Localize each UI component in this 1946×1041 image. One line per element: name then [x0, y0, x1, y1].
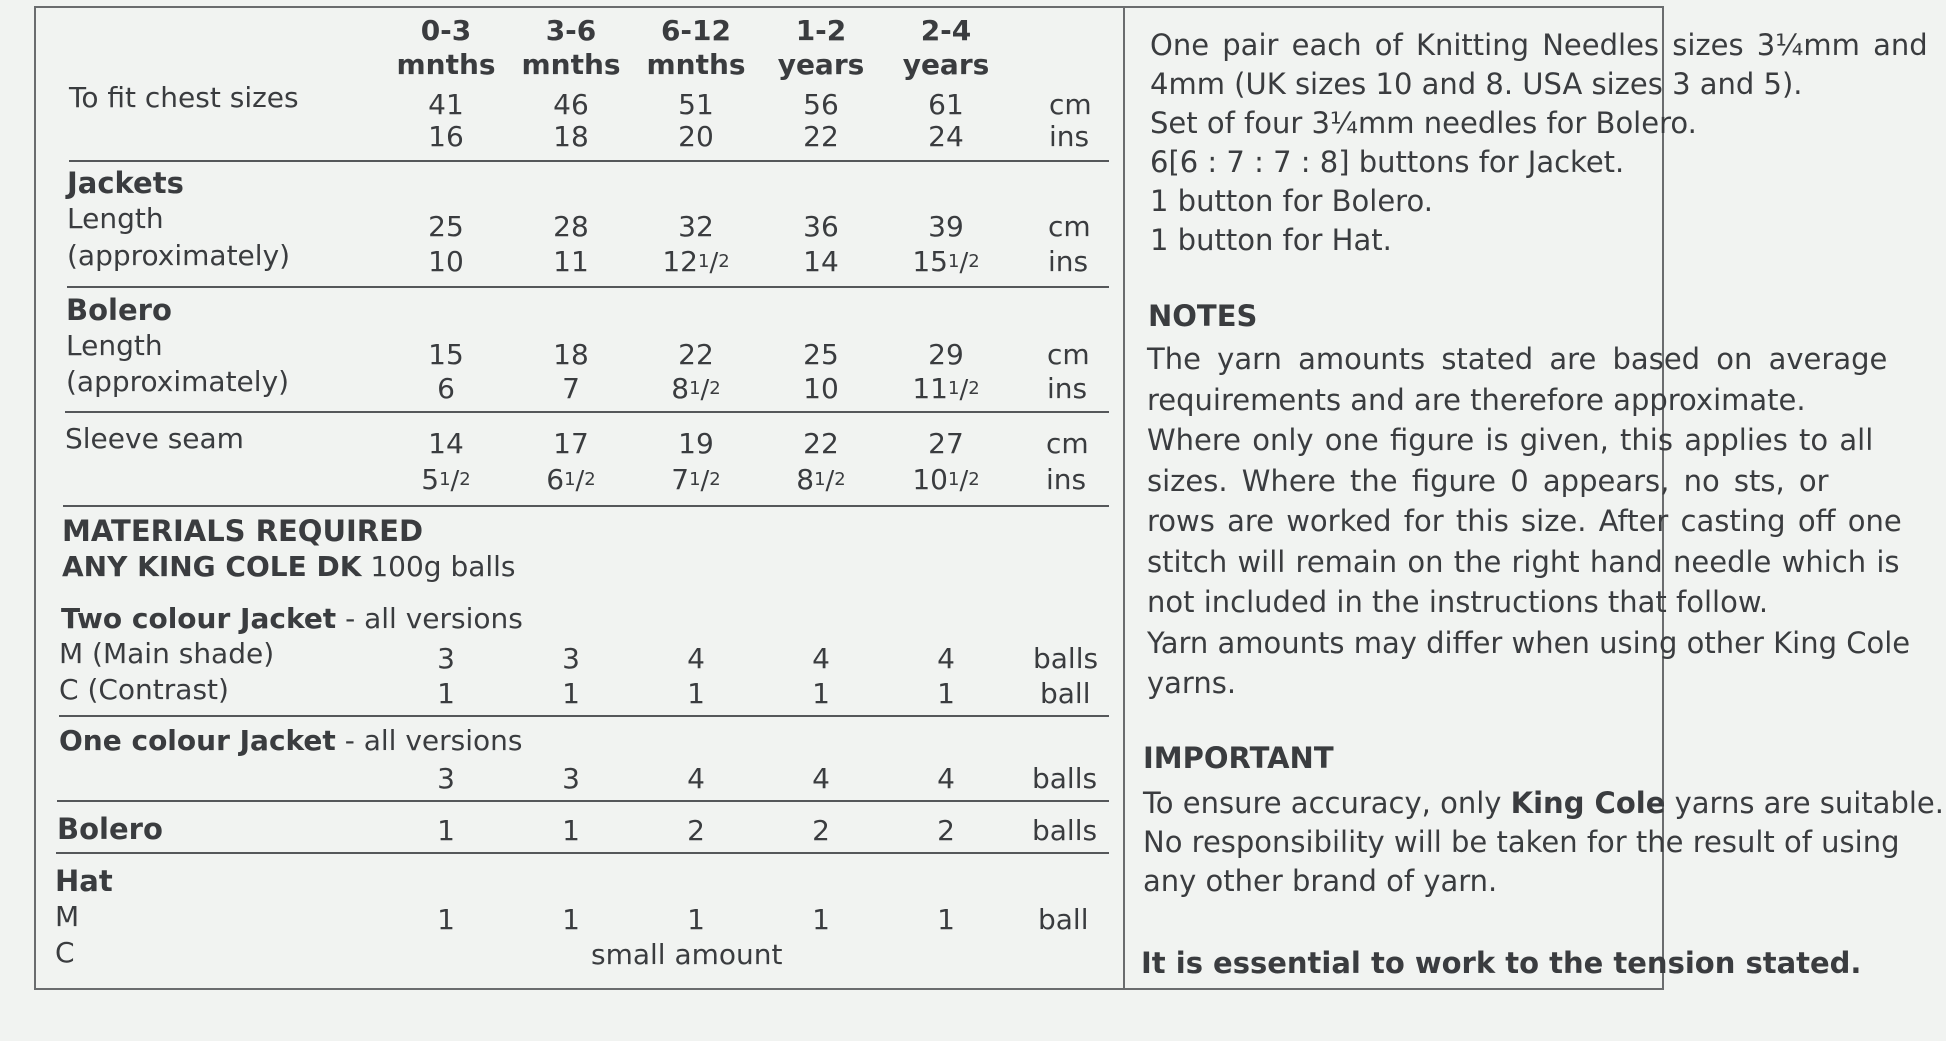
one-colour-value: 3 — [562, 762, 580, 795]
jackets-ins-value: 151/2 — [912, 245, 980, 278]
bolero-label-1: Length — [66, 329, 163, 362]
one-colour-heading: One colour Jacket - all versions — [59, 724, 523, 757]
size-header-top: 3-6 — [545, 14, 597, 47]
two-colour-c-unit: ball — [1040, 677, 1091, 710]
hat-m-value: 1 — [937, 903, 955, 936]
important-line-2: No responsibility will be taken for the result of using — [1143, 825, 1900, 859]
important-heading: IMPORTANT — [1143, 741, 1334, 775]
chest-cm-value: 51 — [678, 88, 714, 121]
jackets-heading: Jackets — [67, 166, 184, 200]
two-colour-m-value: 3 — [562, 642, 580, 675]
hat-m-value: 1 — [562, 903, 580, 936]
bolero-ins-value: 7 — [562, 372, 580, 405]
sleeve-ins-unit: ins — [1046, 463, 1087, 496]
sleeve-cm-unit: cm — [1046, 427, 1089, 460]
jackets-ins-value: 11 — [553, 245, 589, 278]
sleeve-ins-value: 71/2 — [671, 463, 721, 496]
notes-heading: NOTES — [1148, 299, 1258, 333]
rule-after-one-colour — [57, 800, 1109, 802]
bolero-heading: Bolero — [66, 293, 172, 327]
important-line-3: any other brand of yarn. — [1143, 864, 1498, 898]
essential-note: It is essential to work to the tension stated. — [1141, 946, 1862, 980]
size-header-bottom: mnths — [396, 48, 496, 81]
bolero-yarn-value: 2 — [812, 814, 830, 847]
hat-m-value: 1 — [437, 903, 455, 936]
rule-after-bolero-yarn — [56, 852, 1109, 854]
jackets-label-1: Length — [67, 202, 164, 235]
sleeve-cm-value: 17 — [553, 427, 589, 460]
two-colour-m-unit: balls — [1033, 642, 1099, 675]
needles-line: 1 button for Hat. — [1150, 223, 1392, 257]
one-colour-value: 3 — [437, 762, 455, 795]
notes-line: The yarn amounts stated are based on average — [1147, 342, 1888, 376]
jackets-ins-value: 10 — [428, 245, 464, 278]
size-header-top: 0-3 — [420, 14, 472, 47]
bolero-yarn-unit: balls — [1032, 814, 1098, 847]
notes-line: stitch will remain on the right hand needle which is — [1147, 544, 1900, 579]
size-header-bottom: mnths — [521, 48, 621, 81]
hat-heading: Hat — [55, 864, 113, 898]
hat-m-unit: ball — [1038, 903, 1089, 936]
two-colour-m-value: 3 — [437, 642, 455, 675]
two-colour-heading: Two colour Jacket - all versions — [61, 602, 523, 635]
chest-ins-value: 20 — [678, 120, 714, 153]
chest-cm-value: 41 — [428, 88, 464, 121]
size-header-top: 1-2 — [795, 14, 847, 47]
materials-heading: MATERIALS REQUIRED — [62, 514, 424, 548]
bolero-cm-value: 18 — [553, 338, 589, 371]
one-colour-value: 4 — [687, 762, 705, 795]
two-colour-c-label: C (Contrast) — [59, 673, 229, 706]
sleeve-ins-value: 51/2 — [421, 463, 471, 496]
bolero-cm-value: 29 — [928, 338, 964, 371]
notes-line: sizes. Where the figure 0 appears, no sts, or — [1147, 463, 1829, 498]
one-colour-value: 4 — [812, 762, 830, 795]
notes-line: Where only one figure is given, this applies to all — [1147, 423, 1874, 457]
jackets-ins-unit: ins — [1048, 245, 1089, 278]
hat-m-value: 1 — [812, 903, 830, 936]
jackets-cm-value: 39 — [928, 210, 964, 243]
column-divider — [1123, 8, 1125, 990]
bolero-yarn-value: 1 — [562, 814, 580, 847]
one-colour-value: 4 — [937, 762, 955, 795]
chest-label: To fit chest sizes — [69, 81, 299, 114]
chest-cm-unit: cm — [1049, 88, 1092, 121]
two-colour-m-value: 4 — [687, 642, 705, 675]
two-colour-m-value: 4 — [937, 642, 955, 675]
chest-ins-value: 18 — [553, 120, 589, 153]
bolero-cm-value: 25 — [803, 338, 839, 371]
two-colour-c-value: 1 — [437, 677, 455, 710]
size-header-top: 6-12 — [660, 14, 732, 47]
rule-after-two-colour — [59, 715, 1109, 717]
sleeve-ins-value: 101/2 — [912, 463, 980, 496]
jackets-ins-value: 121/2 — [662, 245, 730, 278]
size-header-bottom: years — [777, 48, 865, 81]
rule-after-chest — [69, 160, 1109, 162]
size-header-bottom: mnths — [646, 48, 746, 81]
jackets-ins-value: 14 — [803, 245, 839, 278]
notes-line: yarns. — [1147, 666, 1237, 700]
bolero-ins-unit: ins — [1047, 372, 1088, 405]
rule-after-jackets — [67, 286, 1109, 288]
notes-line: not included in the instructions that follow. — [1147, 585, 1769, 619]
two-colour-m-value: 4 — [812, 642, 830, 675]
needles-line: One pair each of Knitting Needles sizes 3¼mm and — [1150, 28, 1928, 62]
sleeve-cm-value: 22 — [803, 427, 839, 460]
size-header-top: 2-4 — [920, 14, 972, 47]
two-colour-c-value: 1 — [562, 677, 580, 710]
sleeve-cm-value: 14 — [428, 427, 464, 460]
materials-subheading: ANY KING COLE DK 100g balls — [62, 550, 516, 583]
hat-m-value: 1 — [687, 903, 705, 936]
chest-cm-value: 56 — [803, 88, 839, 121]
sleeve-ins-value: 81/2 — [796, 463, 846, 496]
needles-line: Set of four 3¼mm needles for Bolero. — [1150, 106, 1697, 140]
bolero-yarn-label: Bolero — [57, 812, 163, 846]
needles-line: 4mm (UK sizes 10 and 8. USA sizes 3 and 5). — [1150, 67, 1803, 101]
chest-cm-value: 61 — [928, 88, 964, 121]
hat-m-label: M — [55, 900, 80, 933]
hat-c-text: small amount — [591, 938, 783, 971]
bolero-ins-value: 81/2 — [671, 372, 721, 405]
chest-ins-unit: ins — [1049, 120, 1090, 153]
needles-line: 1 button for Bolero. — [1150, 184, 1433, 218]
sleeve-cm-value: 27 — [928, 427, 964, 460]
two-colour-c-value: 1 — [687, 677, 705, 710]
jackets-cm-value: 25 — [428, 210, 464, 243]
notes-line: Yarn amounts may differ when using other King Cole — [1147, 625, 1911, 660]
notes-line: requirements and are therefore approximate. — [1147, 382, 1806, 417]
sleeve-label: Sleeve seam — [65, 422, 244, 455]
rule-after-bolero — [65, 411, 1109, 413]
bolero-cm-unit: cm — [1047, 338, 1090, 371]
bolero-label-2: (approximately) — [66, 365, 290, 398]
bolero-ins-value: 111/2 — [912, 372, 980, 405]
one-colour-unit: balls — [1032, 762, 1098, 795]
chest-ins-value: 22 — [803, 120, 839, 153]
jackets-cm-value: 28 — [553, 210, 589, 243]
sleeve-ins-value: 61/2 — [546, 463, 596, 496]
chest-ins-value: 24 — [928, 120, 964, 153]
important-line-1: To ensure accuracy, only King Cole yarns are suitable. — [1143, 786, 1944, 820]
needles-line: 6[6 : 7 : 7 : 8] buttons for Jacket. — [1150, 145, 1625, 179]
chest-ins-value: 16 — [428, 120, 464, 153]
bolero-yarn-value: 2 — [687, 814, 705, 847]
bolero-yarn-value: 1 — [437, 814, 455, 847]
jackets-label-2: (approximately) — [67, 239, 291, 272]
bolero-ins-value: 10 — [803, 372, 839, 405]
rule-after-sleeve — [63, 505, 1109, 507]
two-colour-c-value: 1 — [812, 677, 830, 710]
bolero-yarn-value: 2 — [937, 814, 955, 847]
jackets-cm-value: 36 — [803, 210, 839, 243]
jackets-cm-value: 32 — [678, 210, 714, 243]
notes-line: rows are worked for this size. After casting off one — [1147, 504, 1902, 538]
chest-cm-value: 46 — [553, 88, 589, 121]
two-colour-c-value: 1 — [937, 677, 955, 710]
jackets-cm-unit: cm — [1048, 210, 1091, 243]
hat-c-label: C — [55, 936, 75, 969]
bolero-cm-value: 22 — [678, 338, 714, 371]
two-colour-m-label: M (Main shade) — [59, 637, 275, 670]
bolero-ins-value: 6 — [437, 372, 455, 405]
size-header-bottom: years — [902, 48, 990, 81]
sleeve-cm-value: 19 — [678, 427, 714, 460]
bolero-cm-value: 15 — [428, 338, 464, 371]
